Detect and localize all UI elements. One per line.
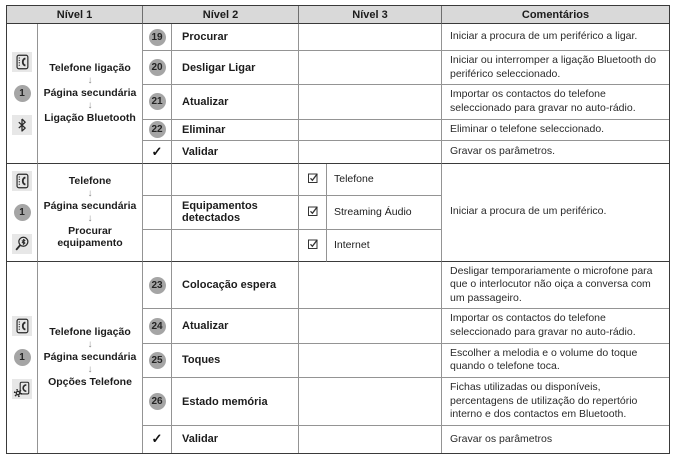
menu-item-label: Equipamentos detectados — [172, 196, 299, 230]
col-header-nivel-1: Nível 1 — [7, 6, 143, 24]
level2-empty-cell — [172, 164, 299, 196]
menu-item-label: Atualizar — [172, 309, 299, 343]
nav-step: Telefone — [68, 174, 112, 187]
comment-text: Gravar os parâmetros — [450, 432, 553, 445]
page-1-badge: 1 — [14, 204, 31, 221]
nav-step: Telefone ligação — [49, 326, 131, 339]
checkbox-icon — [307, 241, 319, 253]
checkbox-cell — [299, 230, 327, 262]
table-row — [7, 262, 669, 310]
step-number-cell — [143, 24, 172, 51]
validate-check-cell — [143, 426, 172, 453]
search-device-icon — [12, 234, 32, 254]
phone-directory-icon — [12, 52, 32, 72]
menu-item-label: Estado memória — [172, 378, 299, 426]
comment-text: Iniciar a procura de um periférico. — [442, 164, 669, 262]
step-number-cell — [143, 344, 172, 378]
nav-step: Página secundária — [43, 200, 137, 212]
level3-empty-cell — [299, 51, 442, 85]
down-arrow-icon: ↓ — [87, 213, 93, 225]
level1-path-cell — [38, 262, 143, 453]
level3-item-label: Telefone — [327, 164, 442, 196]
level1-icons-cell — [7, 164, 38, 262]
phone-directory-icon — [12, 316, 32, 336]
col-header-nivel-3: Nível 3 — [299, 6, 442, 24]
comment-text: Eliminar o telefone seleccionado. — [442, 120, 669, 141]
table-row — [7, 164, 669, 196]
step-number-cell — [143, 164, 172, 196]
step-number-badge: 22 — [149, 121, 166, 138]
checkbox-icon — [307, 175, 319, 187]
level2-empty-cell — [172, 230, 299, 262]
step-number-cell — [143, 309, 172, 343]
menu-item-label: Desligar Ligar — [172, 51, 299, 85]
step-number-badge: 19 — [149, 29, 166, 46]
comment-text: Gravar os parâmetros. — [442, 141, 669, 164]
check-icon: ✓ — [151, 431, 163, 447]
comment-text: Iniciar ou interromper a ligação Bluetooth do periférico seleccionado. — [442, 51, 669, 85]
level3-empty-cell — [299, 24, 442, 51]
page-1-badge: 1 — [14, 85, 31, 102]
comment-text: Fichas utilizadas ou disponíveis, percentagens de utilização do repertório interno e dos contactos em Bluetooth. — [442, 378, 669, 426]
level3-empty-cell — [299, 141, 442, 164]
checkbox-cell — [299, 164, 327, 196]
phone-options-icon — [12, 379, 32, 399]
checkbox-icon — [307, 208, 319, 220]
step-number-cell — [143, 230, 172, 262]
level3-empty-cell — [299, 309, 442, 343]
nav-step: Página secundária — [43, 87, 137, 100]
down-arrow-icon: ↓ — [87, 339, 93, 351]
down-arrow-icon: ↓ — [87, 100, 93, 112]
step-number-badge: 20 — [149, 59, 166, 76]
comment-text: Importar os contactos do telefone seleccionado para gravar no auto-rádio. — [442, 309, 669, 343]
step-number-badge: 25 — [149, 352, 166, 369]
nav-step: Opções Telefone — [48, 376, 132, 389]
level3-item-label: Streaming Áudio — [327, 196, 442, 230]
col-header-comentarios: Comentários — [442, 6, 669, 24]
step-number-cell — [143, 85, 172, 119]
level3-empty-cell — [299, 344, 442, 378]
validate-check-cell — [143, 141, 172, 164]
down-arrow-icon: ↓ — [87, 364, 93, 376]
level3-empty-cell — [299, 120, 442, 141]
comment-text: Desligar temporariamente o microfone para que o interlocutor não oiça a conversa com um passageiro. — [442, 262, 669, 310]
bluetooth-icon — [12, 115, 32, 135]
level3-empty-cell — [299, 378, 442, 426]
level3-empty-cell — [299, 262, 442, 310]
page-1-badge: 1 — [14, 349, 31, 366]
level1-path-cell — [38, 24, 143, 164]
step-number-badge: 21 — [149, 93, 166, 110]
step-number-cell — [143, 262, 172, 310]
nav-step: Ligação Bluetooth — [44, 112, 136, 125]
level3-item-label: Internet — [327, 230, 442, 262]
step-number-badge: 26 — [149, 393, 166, 410]
level1-icons-cell — [7, 24, 38, 164]
nav-step: Telefone ligação — [49, 62, 131, 75]
table-row — [7, 24, 669, 51]
menu-item-label: Toques — [172, 344, 299, 378]
comment-text: Iniciar a procura de um periférico a ligar. — [442, 24, 669, 51]
level1-path-cell — [38, 164, 143, 262]
menu-item-label: Validar — [172, 141, 299, 164]
menu-item-label: Eliminar — [172, 120, 299, 141]
step-number-badge: 24 — [149, 318, 166, 335]
table-header-row — [7, 6, 669, 24]
menu-structure-table — [6, 5, 670, 454]
step-number-cell — [143, 196, 172, 230]
menu-item-label: Procurar — [172, 24, 299, 51]
step-number-badge: 23 — [149, 277, 166, 294]
menu-item-label: Validar — [172, 426, 299, 453]
check-icon: ✓ — [151, 143, 163, 159]
down-arrow-icon: ↓ — [87, 75, 93, 87]
step-number-cell — [143, 120, 172, 141]
comment-text: Escolher a melodia e o volume do toque quando o telefone toca. — [442, 344, 669, 378]
level3-empty-cell — [299, 426, 442, 453]
col-header-nivel-2: Nível 2 — [143, 6, 299, 24]
menu-item-label: Atualizar — [172, 85, 299, 119]
level1-icons-cell — [7, 262, 38, 453]
down-arrow-icon: ↓ — [87, 188, 93, 199]
nav-step: Procurar equipamento — [57, 225, 123, 250]
menu-item-label: Colocação espera — [172, 262, 299, 310]
nav-step: Página secundária — [43, 351, 137, 364]
phone-directory-icon — [12, 171, 32, 191]
step-number-cell — [143, 378, 172, 426]
checkbox-cell — [299, 196, 327, 230]
comment-text: Importar os contactos do telefone seleccionado para gravar no auto-rádio. — [442, 85, 669, 119]
step-number-cell — [143, 51, 172, 85]
level3-empty-cell — [299, 85, 442, 119]
